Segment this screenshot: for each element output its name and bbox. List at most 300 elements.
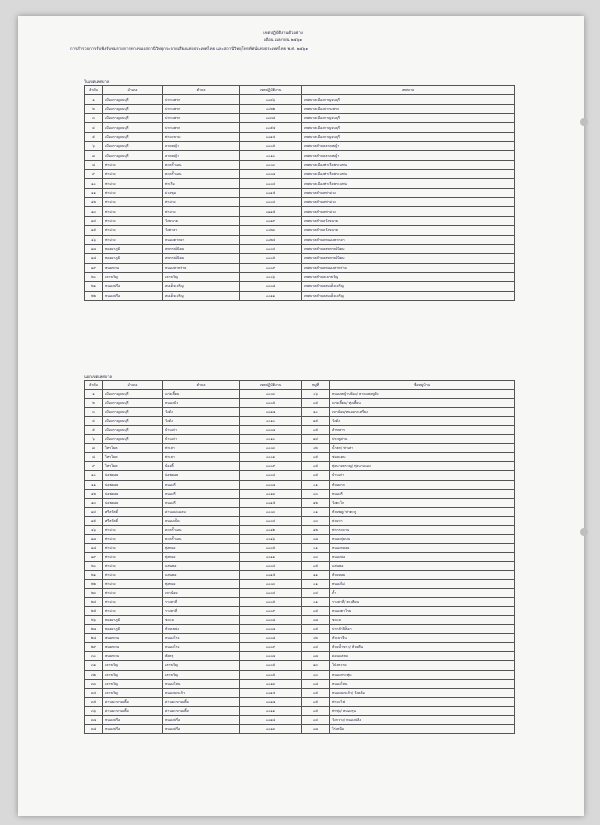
table-cell: ๐๐๐๓ bbox=[240, 444, 302, 453]
table-cell: ๐๕ bbox=[302, 607, 330, 616]
table-cell: ๑๒ bbox=[302, 525, 330, 534]
table-cell: พนมทวน bbox=[103, 634, 163, 643]
table-cell: ๒ bbox=[85, 399, 103, 408]
table-cell: ๙ bbox=[85, 462, 103, 471]
rural-table-row bbox=[85, 435, 515, 444]
table-cell: ๕ bbox=[85, 132, 103, 141]
table-cell: ๒๘ bbox=[85, 634, 103, 643]
table-cell: ๑๑ bbox=[85, 188, 103, 197]
table-cell: ท่าม่วง bbox=[103, 226, 163, 235]
table-cell: ๓๐ bbox=[85, 652, 103, 661]
table-cell: ๑๕ bbox=[302, 417, 330, 426]
table-cell: ๐๓ bbox=[302, 670, 330, 679]
table-cell: ๑๗ bbox=[85, 534, 103, 543]
table-cell: ท่าม่วง bbox=[103, 598, 163, 607]
table-cell: พนมทวน bbox=[103, 263, 163, 272]
urban-table bbox=[84, 85, 515, 301]
table-cell: ๐๖ bbox=[302, 390, 330, 399]
table-cell: ๐๐๐๘ bbox=[240, 282, 302, 291]
table-cell: ท่าม่วง bbox=[163, 198, 240, 207]
table-cell: ๐๔ bbox=[302, 715, 330, 724]
rural-table-row bbox=[85, 570, 515, 579]
table-cell: เมืองกาญจนบุรี bbox=[103, 142, 163, 151]
header-cell: ลำดับ bbox=[85, 381, 103, 390]
table-cell: โป่งหวาย bbox=[330, 661, 515, 670]
table-cell: ๐๑ bbox=[302, 507, 330, 516]
table-cell: ๒๙ bbox=[85, 643, 103, 652]
table-cell: ๐๐๑๓ bbox=[240, 679, 302, 688]
table-cell: ๐๐๐๙ bbox=[240, 462, 302, 471]
table-cell: ๐๔ bbox=[302, 589, 330, 598]
table-cell: ๐๐๓๔ bbox=[240, 114, 302, 123]
table-cell: เลาขวัญ bbox=[163, 272, 240, 281]
table-cell: ๐๐๑๑ bbox=[240, 706, 302, 715]
urban-table-row bbox=[85, 151, 515, 160]
table-cell: บ่อพลอย bbox=[103, 471, 163, 480]
table-cell: ๐๐๑๖ bbox=[240, 534, 302, 543]
table-cell: ๐๗ bbox=[302, 724, 330, 733]
table-cell: วังศาลา bbox=[163, 226, 240, 235]
rural-table-row bbox=[85, 724, 515, 733]
rural-table-row bbox=[85, 543, 515, 552]
table-cell: หนองเป็ด bbox=[163, 516, 240, 525]
table-cell: ๐๐๑๒ bbox=[240, 525, 302, 534]
table-cell: ตะคร้ำเอน bbox=[163, 160, 240, 169]
table-cell: ๑๓ bbox=[85, 498, 103, 507]
table-cell: ๗ bbox=[85, 151, 103, 160]
table-cell: เลาขวัญ bbox=[103, 272, 163, 281]
table-cell: หนองนกแก้ว bbox=[163, 688, 240, 697]
table-cell: ไทรโยค bbox=[103, 453, 163, 462]
table-cell: ๑๐ bbox=[85, 471, 103, 480]
table-cell: ตะคร้ำเอน bbox=[163, 534, 240, 543]
urban-table-row bbox=[85, 104, 515, 113]
table-cell: ๐๐๑๕ bbox=[240, 188, 302, 197]
table-cell: เลาขวัญ bbox=[103, 679, 163, 688]
table-cell: สมเด็จเจริญ bbox=[163, 291, 240, 300]
table-cell: ๐๐๑๔ bbox=[240, 132, 302, 141]
urban-table-row bbox=[85, 123, 515, 132]
table-cell: เทศบาลเมืองท่าเรือพระแท่น bbox=[302, 179, 515, 188]
table-cell: ๐๕ bbox=[302, 688, 330, 697]
table-cell: เทศบาลเมืองท่าเรือพระแท่น bbox=[302, 170, 515, 179]
table-cell: ท่าม่วง bbox=[103, 570, 163, 579]
table-cell: ๐๑ bbox=[302, 598, 330, 607]
table-cell: เลาขวัญ bbox=[163, 661, 240, 670]
table-cell: ๑ bbox=[85, 390, 103, 399]
table-cell: บ้านเก่า bbox=[163, 435, 240, 444]
rural-table-row bbox=[85, 706, 515, 715]
table-cell: ลำทหาร bbox=[330, 426, 515, 435]
table-cell: ๐๐๑๗ bbox=[240, 408, 302, 417]
table-cell: รางสาลี่ bbox=[163, 598, 240, 607]
table-cell: ๐๕ bbox=[302, 625, 330, 634]
table-cell: ไทรโยค bbox=[103, 462, 163, 471]
rural-table-row bbox=[85, 453, 515, 462]
table-cell: ๐๐๐๕ bbox=[240, 661, 302, 670]
table-cell: เมืองกาญจนบุรี bbox=[103, 95, 163, 104]
rural-table-row bbox=[85, 634, 515, 643]
rural-table-row bbox=[85, 598, 515, 607]
urban-table-row bbox=[85, 254, 515, 263]
table-cell: ด่านแม่แฉลบ bbox=[163, 507, 240, 516]
table-cell: ทุ่งนางครวญ/ ทุ่งนางแอง bbox=[330, 462, 515, 471]
table-cell: ๐๐๐๗ bbox=[240, 625, 302, 634]
rural-section-title: นอกเขตเทศบาล bbox=[84, 374, 113, 379]
table-cell: หนองโรง bbox=[163, 634, 240, 643]
table-cell: ท่าม่วง bbox=[103, 216, 163, 225]
table-cell: ห่วยวา bbox=[330, 516, 515, 525]
table-cell: เทศบาลตำบลสมเด็จเจริญ bbox=[302, 282, 515, 291]
table-cell: ไร่เหนือ bbox=[330, 724, 515, 733]
urban-table-row bbox=[85, 170, 515, 179]
table-cell: เทศบาลตำบลท่าม่วง bbox=[302, 188, 515, 197]
table-cell: ๐๐๐๗ bbox=[240, 652, 302, 661]
urban-table-row bbox=[85, 244, 515, 253]
table-cell: ๒๒ bbox=[85, 291, 103, 300]
table-cell: ช่องแคบ bbox=[330, 453, 515, 462]
table-cell: วังกวาง/ หนองปลิง bbox=[330, 715, 515, 724]
table-cell: ทองผาภูมิ bbox=[103, 254, 163, 263]
table-cell: ๐๐๐๕ bbox=[240, 670, 302, 679]
table-cell: ท่าเรือ bbox=[163, 179, 240, 188]
table-cell: ๖ bbox=[85, 435, 103, 444]
table-cell: ๒๕ bbox=[85, 607, 103, 616]
rural-table-row bbox=[85, 670, 515, 679]
table-cell: ๑๕ bbox=[85, 226, 103, 235]
table-cell: หัวเขาจีน bbox=[330, 634, 515, 643]
table-cell: ห้วยผาก bbox=[330, 480, 515, 489]
table-cell: ๒ bbox=[85, 104, 103, 113]
table-cell: ท่าม่วง bbox=[103, 198, 163, 207]
table-cell: ด่านมะขามเตี้ย bbox=[163, 706, 240, 715]
table-cell: วังตะโก bbox=[330, 498, 515, 507]
table-cell: ๐๑๑๕ bbox=[240, 207, 302, 216]
table-cell: ลาดหญ้า bbox=[163, 151, 240, 160]
table-cell: ม่วงชุม bbox=[163, 188, 240, 197]
table-cell: ๐๐๐๑ bbox=[240, 453, 302, 462]
table-cell: แก่งเสี้ยน bbox=[163, 390, 240, 399]
table-cell: ๐๕ bbox=[302, 453, 330, 462]
urban-table-row bbox=[85, 272, 515, 281]
table-cell: ทุ่งทอง bbox=[163, 580, 240, 589]
table-cell: เทศบาลตำบลสหกรณ์นิคม bbox=[302, 254, 515, 263]
table-cell: ๐๕ bbox=[302, 706, 330, 715]
table-cell: ศรีสวัสดิ์ bbox=[103, 516, 163, 525]
table-cell: ๐๐๑๗ bbox=[240, 697, 302, 706]
rural-table-row bbox=[85, 580, 515, 589]
table-cell: ๔ bbox=[85, 123, 103, 132]
rural-table-row bbox=[85, 589, 515, 598]
table-cell: ๒๐ bbox=[85, 561, 103, 570]
rural-table-row bbox=[85, 444, 515, 453]
table-cell: ท่ามะไฟ bbox=[330, 697, 515, 706]
table-cell: ๑๔ bbox=[302, 435, 330, 444]
table-cell: หนองปรือ bbox=[163, 724, 240, 733]
table-cell: ๐๐๐๕ bbox=[240, 543, 302, 552]
table-cell: ๑๒ bbox=[302, 498, 330, 507]
table-cell: บ่อพลอย bbox=[163, 471, 240, 480]
urban-table-row bbox=[85, 95, 515, 104]
rural-table-row bbox=[85, 561, 515, 570]
table-cell: ท่าม่วง bbox=[103, 188, 163, 197]
table-cell: ๐๕ bbox=[302, 561, 330, 570]
table-cell: น้ำตก/ ท่าเสา bbox=[330, 444, 515, 453]
table-cell: หนองตาโรย bbox=[330, 607, 515, 616]
document-subtitle: การสำรวจการรับฟังรับชมรายการทางของสถานีวิทยุกระจายเสียงแห่งประเทศไทย และสถานีวิทยุโทรทัศน์แห่งประเทศไทย พ.ศ. ๒๕๖๑ bbox=[70, 46, 308, 51]
table-cell: ๑๖ bbox=[85, 525, 103, 534]
table-cell: เทศบาลเมืองท่าเรือพระแท่น bbox=[302, 160, 515, 169]
table-cell: หนองกระทุ่ม bbox=[330, 670, 515, 679]
table-cell: เมืองกาญจนบุรี bbox=[103, 426, 163, 435]
table-cell: หนองปรือ bbox=[103, 715, 163, 724]
table-cell: ๒๔ bbox=[85, 598, 103, 607]
table-cell: ๒๖ bbox=[85, 616, 103, 625]
table-cell: เทศบาลตำบลวังขนาย bbox=[302, 226, 515, 235]
table-cell: ท่ามะขาม bbox=[163, 132, 240, 141]
header-cell: เขตปฏิบัติงาน bbox=[240, 86, 302, 95]
table-cell: พนมทวน bbox=[103, 652, 163, 661]
table-cell: บ่อพลอย bbox=[103, 498, 163, 507]
table-cell: ๖ bbox=[85, 142, 103, 151]
table-cell: ๑๑ bbox=[302, 570, 330, 579]
urban-table-row bbox=[85, 188, 515, 197]
table-cell: ท่ากระดาน bbox=[330, 525, 515, 534]
urban-table-row bbox=[85, 114, 515, 123]
table-cell: ตะคร้ำเอน bbox=[163, 170, 240, 179]
table-cell: เทศบาลตำบลเลาขวัญ bbox=[302, 272, 515, 281]
rural-table-row bbox=[85, 697, 515, 706]
rural-table-row bbox=[85, 498, 515, 507]
table-cell: ๐๐๐๔ bbox=[240, 179, 302, 188]
table-cell: เทศบาลตำบลสมเด็จเจริญ bbox=[302, 291, 515, 300]
table-cell: ๐๐๐๔ bbox=[240, 244, 302, 253]
table-cell: เทศบาลตำบลหนองสาหร่าย bbox=[302, 263, 515, 272]
table-cell: เทศบาลเมืองกาญจนบุรี bbox=[302, 114, 515, 123]
rural-table-row bbox=[85, 399, 515, 408]
table-cell: สมเด็จเจริญ bbox=[163, 282, 240, 291]
rural-table-row bbox=[85, 607, 515, 616]
table-cell: เมืองกาญจนบุรี bbox=[103, 435, 163, 444]
table-cell: ๐๐๑๐ bbox=[240, 435, 302, 444]
urban-table-row bbox=[85, 226, 515, 235]
header-cell: ตำบล bbox=[163, 86, 240, 95]
table-cell: ๐๐๒๓ bbox=[240, 226, 302, 235]
table-cell: ๐๐๐๓ bbox=[240, 507, 302, 516]
table-cell: ถ้ำ bbox=[330, 589, 515, 598]
table-cell: ท่าม่วง bbox=[103, 160, 163, 169]
table-cell: ๐๒ bbox=[302, 634, 330, 643]
table-cell: เมืองกาญจนบุรี bbox=[103, 151, 163, 160]
header-cell: ลำดับ bbox=[85, 86, 103, 95]
table-cell: ๑๒ bbox=[85, 198, 103, 207]
table-cell: ๐๐๐๔ bbox=[240, 561, 302, 570]
header-cell: อำเภอ bbox=[103, 86, 163, 95]
table-cell: วังด้ง bbox=[330, 417, 515, 426]
table-cell: ๐๕ bbox=[302, 399, 330, 408]
table-cell: หนองหญ้าปล้อง/ หาดแพงหูดิง bbox=[330, 390, 515, 399]
table-cell: ปากลำปิล็อก bbox=[330, 625, 515, 634]
table-cell: ๐๐๕๔ bbox=[240, 123, 302, 132]
table-cell: ๐๐๐๓ bbox=[240, 160, 302, 169]
table-cell: ท่าเสา bbox=[163, 453, 240, 462]
table-cell: ๐๕ bbox=[302, 471, 330, 480]
table-cell: หนองบ่อ bbox=[330, 552, 515, 561]
table-cell: ทองผาภูมิ bbox=[103, 616, 163, 625]
table-cell: ท่าม่วง bbox=[103, 561, 163, 570]
table-cell: พนมทวน bbox=[103, 643, 163, 652]
table-cell: บ่อพลอย bbox=[103, 489, 163, 498]
table-cell: ท่าม่วง bbox=[103, 170, 163, 179]
table-cell: ทองผาภูมิ bbox=[103, 625, 163, 634]
table-cell: ๓๘ bbox=[85, 724, 103, 733]
table-cell: เลาขวัญ bbox=[103, 670, 163, 679]
table-cell: ท่าทุ่ง/ หนองรุน bbox=[330, 706, 515, 715]
table-cell: ๑๑ bbox=[85, 480, 103, 489]
table-cell: ๑๓ bbox=[85, 207, 103, 216]
table-cell: เมืองกาญจนบุรี bbox=[103, 114, 163, 123]
table-cell: ๐๐๐๗ bbox=[240, 480, 302, 489]
table-cell: ๐๗ bbox=[302, 534, 330, 543]
rural-table-row bbox=[85, 462, 515, 471]
table-cell: รางสาลี่ bbox=[163, 607, 240, 616]
table-cell: ท่าม่วง bbox=[103, 589, 163, 598]
table-cell: ท่าม่วง bbox=[103, 607, 163, 616]
table-cell: หนองปรือ bbox=[103, 282, 163, 291]
table-cell: ๐๐๐๙ bbox=[240, 263, 302, 272]
table-cell: หนองปรือ bbox=[103, 291, 163, 300]
table-cell: ๐๐๐๗ bbox=[240, 170, 302, 179]
rural-table-row bbox=[85, 408, 515, 417]
table-cell: ห้วยหอย bbox=[330, 570, 515, 579]
table-cell: ท่าม่วง bbox=[103, 207, 163, 216]
table-cell: ๒๑ bbox=[85, 282, 103, 291]
table-cell: ๐๐๐๔ bbox=[240, 516, 302, 525]
table-cell: ๐๘ bbox=[302, 679, 330, 688]
table-cell: ๐๐๐๗ bbox=[240, 426, 302, 435]
urban-table-row bbox=[85, 198, 515, 207]
table-cell: เทศบาลเมืองกาญจนบุรี bbox=[302, 132, 515, 141]
table-cell: ด่านมะขามเตี้ย bbox=[103, 706, 163, 715]
table-cell: ๑๖ bbox=[85, 235, 103, 244]
rural-table-row bbox=[85, 525, 515, 534]
rural-table-row bbox=[85, 426, 515, 435]
table-cell: ๐๐๐๕ bbox=[240, 254, 302, 263]
table-cell: ด่านมะขามเตี้ย bbox=[163, 697, 240, 706]
table-cell: หนองโสน bbox=[330, 679, 515, 688]
table-cell: หนองสาหร่าย bbox=[163, 263, 240, 272]
table-cell: บ้านเก่า bbox=[330, 471, 515, 480]
rural-table-row bbox=[85, 679, 515, 688]
table-cell: เทศบาลเมืองปากแพรก bbox=[302, 104, 515, 113]
table-cell: วังด้ง bbox=[163, 417, 240, 426]
rural-table-row bbox=[85, 417, 515, 426]
table-cell: เมืองกาญจนบุรี bbox=[103, 123, 163, 132]
table-cell: หนองไผ่ bbox=[330, 580, 515, 589]
table-cell: ๒๓ bbox=[85, 589, 103, 598]
document-date: เดือน เมษายน ๒๕๖๑ bbox=[263, 37, 303, 42]
table-cell: ท่าม่วง bbox=[103, 543, 163, 552]
table-cell: หนองรี bbox=[163, 480, 240, 489]
urban-table-row bbox=[85, 207, 515, 216]
table-cell: ๗ bbox=[85, 444, 103, 453]
table-cell: วังด้ง bbox=[163, 408, 240, 417]
table-cell: ๑๐ bbox=[302, 408, 330, 417]
rural-table-row bbox=[85, 688, 515, 697]
urban-table-row bbox=[85, 235, 515, 244]
table-cell: ๐๐๐๙ bbox=[240, 643, 302, 652]
table-cell: เทศบาลตำบลหนองตากยา bbox=[302, 235, 515, 244]
table-cell: พังตรุ bbox=[163, 652, 240, 661]
rural-table-row bbox=[85, 552, 515, 561]
table-cell: ๘ bbox=[85, 160, 103, 169]
table-cell: ๐๐๑๑ bbox=[240, 291, 302, 300]
table-cell: ๐๕ bbox=[302, 462, 330, 471]
table-cell: วังขนาย bbox=[163, 216, 240, 225]
table-cell: ๐๐๒๔ bbox=[240, 235, 302, 244]
table-cell: ๐๐๑๐ bbox=[240, 151, 302, 160]
table-cell: ๑๕ bbox=[85, 516, 103, 525]
table-cell: บ้องตี้ bbox=[163, 462, 240, 471]
table-cell: ท่าม่วง bbox=[103, 235, 163, 244]
table-cell: เมืองกาญจนบุรี bbox=[103, 104, 163, 113]
table-cell: เขาน้อย/หนองกะเหรี่ยง bbox=[330, 408, 515, 417]
table-cell: เมืองกาญจนบุรี bbox=[103, 408, 163, 417]
table-cell: ๐๐๐๕ bbox=[240, 142, 302, 151]
table-cell: ๘ bbox=[85, 453, 103, 462]
table-cell: ๐๐๑๔ bbox=[240, 688, 302, 697]
rural-table-row bbox=[85, 516, 515, 525]
table-cell: ชะแล bbox=[330, 616, 515, 625]
table-cell: แสนตอ bbox=[330, 561, 515, 570]
table-cell: ๐๐๐๖ bbox=[240, 272, 302, 281]
punch-hole bbox=[580, 118, 588, 126]
urban-table-row bbox=[85, 142, 515, 151]
table-cell: ๐๐๐๕ bbox=[240, 399, 302, 408]
table-cell: ๐๐๐๔ bbox=[240, 471, 302, 480]
header-cell: เขตปฏิบัติงาน bbox=[240, 381, 302, 390]
table-cell: ดอนแสลบ bbox=[330, 652, 515, 661]
table-cell: ๓ bbox=[85, 114, 103, 123]
urban-section-title: ในเขตเทศบาล bbox=[84, 79, 110, 84]
table-cell: หนองปรือ bbox=[103, 724, 163, 733]
table-cell: ๑๗ bbox=[85, 244, 103, 253]
table-cell: บ้านเก่า bbox=[163, 426, 240, 435]
table-cell: ๒๐ bbox=[85, 272, 103, 281]
table-cell: ปากแพรก bbox=[163, 114, 240, 123]
table-cell: ๑๘ bbox=[85, 543, 103, 552]
document-title: เขตปฏิบัติงานตัวอย่าง bbox=[263, 30, 303, 35]
rural-table-row bbox=[85, 661, 515, 670]
table-cell: หนองกลอย bbox=[330, 543, 515, 552]
table-cell: ท่าม่วง bbox=[103, 534, 163, 543]
table-cell: ๐๑ bbox=[302, 580, 330, 589]
table-cell: หนองโรง bbox=[163, 643, 240, 652]
rural-table-row bbox=[85, 625, 515, 634]
table-cell: ๔ bbox=[85, 417, 103, 426]
punch-hole bbox=[580, 528, 588, 536]
table-cell: รางสาลี่/ ตะเคียน bbox=[330, 598, 515, 607]
table-cell: ท่าม่วง bbox=[103, 580, 163, 589]
table-cell: บ่อพลอย bbox=[103, 480, 163, 489]
table-cell: แก่งเสี้ยน/ ทุ่งเสี้ยน bbox=[330, 399, 515, 408]
table-cell: ๐๑ bbox=[302, 543, 330, 552]
table-cell: เลาขวัญ bbox=[163, 670, 240, 679]
table-cell: เลาขวัญ bbox=[103, 688, 163, 697]
table-cell: ตะคร้ำเอน bbox=[163, 525, 240, 534]
table-cell: หนองรี bbox=[330, 489, 515, 498]
table-cell: ๐๐๑๙ bbox=[240, 216, 302, 225]
